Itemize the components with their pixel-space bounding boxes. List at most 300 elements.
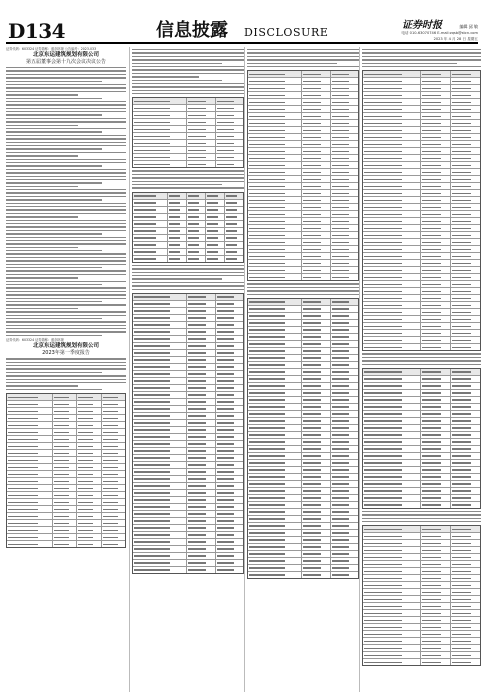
cell-text-placeholder: [217, 548, 235, 549]
table-cell: [301, 460, 330, 466]
cell-text-placeholder: [452, 284, 471, 285]
cell-text-placeholder: [54, 544, 69, 545]
table-row: [248, 333, 358, 340]
cell-text-placeholder: [364, 592, 402, 593]
cell-text-placeholder: [78, 530, 93, 531]
cell-text-placeholder: [332, 172, 350, 173]
table-cell: [450, 71, 480, 77]
cell-text-placeholder: [188, 408, 206, 409]
header-meta: [318, 24, 478, 42]
table-cell: [301, 362, 330, 368]
table-cell: [330, 85, 359, 91]
table-cell: [301, 260, 330, 266]
fine-print-line: [6, 379, 126, 380]
cell-text-placeholder: [422, 585, 441, 586]
cell-text-placeholder: [8, 432, 38, 433]
cell-text-placeholder: [422, 228, 441, 229]
table-cell: [101, 492, 125, 498]
table-cell: [330, 411, 359, 417]
table-cell: [215, 504, 244, 510]
table-cell: [133, 147, 186, 153]
table-cell: [450, 474, 480, 480]
table-cell: [301, 92, 330, 98]
table-cell: [330, 183, 359, 189]
cell-text-placeholder: [8, 509, 38, 510]
table-row: [248, 550, 358, 557]
table-cell: [363, 134, 420, 140]
table-cell: [420, 547, 450, 553]
fine-print-line: [132, 265, 244, 266]
cell-text-placeholder: [332, 427, 350, 428]
cell-text-placeholder: [452, 536, 471, 537]
cell-text-placeholder: [364, 263, 402, 264]
announcement-title-1: 第五届董事会第十九次会议决议公告: [25, 59, 106, 65]
table-cell: [420, 418, 450, 424]
table-row: [363, 532, 480, 539]
cell-text-placeholder: [364, 441, 402, 442]
cell-text-placeholder: [364, 655, 402, 656]
fine-print-line: [132, 187, 244, 188]
cell-text-placeholder: [103, 502, 118, 503]
fine-print-line: [6, 294, 126, 295]
table-row: [248, 210, 358, 217]
cell-text-placeholder: [188, 164, 206, 165]
table-cell: [420, 404, 450, 410]
table-cell: [330, 390, 359, 396]
table-cell: [186, 406, 215, 412]
table-cell: [248, 495, 301, 501]
table-cell: [186, 462, 215, 468]
cell-text-placeholder: [54, 509, 69, 510]
cell-text-placeholder: [452, 214, 471, 215]
table-row: [133, 447, 243, 454]
table-row: [248, 515, 358, 522]
table-cell: [101, 408, 125, 414]
cell-text-placeholder: [103, 495, 118, 496]
table-cell: [215, 434, 244, 440]
cell-text-placeholder: [452, 557, 471, 558]
table-cell: [363, 610, 420, 616]
table-cell: [301, 369, 330, 375]
cell-text-placeholder: [217, 331, 235, 332]
cell-text-placeholder: [332, 123, 350, 124]
table-cell: [301, 551, 330, 557]
table-cell: [420, 78, 450, 84]
table-cell: [363, 127, 420, 133]
fine-print-line: [362, 353, 481, 354]
table-cell: [248, 169, 301, 175]
table-cell: [301, 106, 330, 112]
table-cell: [450, 495, 480, 501]
table-cell: [420, 481, 450, 487]
cell-text-placeholder: [364, 333, 402, 334]
cell-text-placeholder: [249, 476, 285, 477]
table-cell: [301, 253, 330, 259]
table-cell: [363, 78, 420, 84]
table-cell: [450, 369, 480, 375]
table-cell: [248, 488, 301, 494]
table-row: [363, 375, 480, 382]
cell-text-placeholder: [188, 101, 206, 102]
table-row: [133, 524, 243, 531]
table-row: [363, 91, 480, 98]
table-cell: [450, 467, 480, 473]
cell-text-placeholder: [364, 462, 402, 463]
table-cell: [52, 471, 76, 477]
cell-text-placeholder: [134, 338, 170, 339]
table-row: [363, 252, 480, 259]
table-cell: [101, 478, 125, 484]
cell-text-placeholder: [422, 641, 441, 642]
table-cell: [133, 378, 186, 384]
table-cell: [76, 415, 100, 421]
cell-text-placeholder: [54, 467, 69, 468]
cell-text-placeholder: [303, 413, 321, 414]
table-cell: [363, 502, 420, 508]
cell-text-placeholder: [188, 296, 206, 297]
table-cell: [363, 274, 420, 280]
table-row: [248, 77, 358, 84]
cell-text-placeholder: [452, 648, 471, 649]
cell-text-placeholder: [364, 571, 402, 572]
cell-text-placeholder: [303, 137, 321, 138]
table-cell: [224, 207, 243, 213]
table-cell: [420, 467, 450, 473]
cell-text-placeholder: [303, 539, 321, 540]
table-cell: [450, 155, 480, 161]
table-cell: [450, 411, 480, 417]
table-cell: [420, 71, 450, 77]
fine-print-line: [132, 272, 244, 273]
cell-text-placeholder: [134, 352, 170, 353]
cell-text-placeholder: [332, 371, 350, 372]
cell-text-placeholder: [8, 446, 38, 447]
cell-text-placeholder: [332, 322, 350, 323]
table-cell: [215, 357, 244, 363]
cell-text-placeholder: [303, 546, 321, 547]
table-row: [248, 98, 358, 105]
cell-text-placeholder: [188, 569, 206, 570]
cell-text-placeholder: [169, 223, 180, 224]
table-cell: [215, 154, 244, 160]
cell-text-placeholder: [217, 415, 235, 416]
table-row: [248, 161, 358, 168]
fine-print-line: [362, 514, 481, 515]
table-cell: [330, 404, 359, 410]
table-cell: [420, 474, 450, 480]
cell-text-placeholder: [217, 310, 235, 311]
cell-text-placeholder: [169, 209, 180, 210]
fine-print-line: [6, 179, 126, 180]
table-row: [363, 203, 480, 210]
cell-text-placeholder: [422, 385, 441, 386]
table-cell: [52, 506, 76, 512]
cell-text-placeholder: [303, 249, 321, 250]
cell-text-placeholder: [364, 529, 402, 530]
table-cell: [330, 218, 359, 224]
table-cell: [420, 253, 450, 259]
table-row: [363, 417, 480, 424]
table-row: [363, 630, 480, 637]
table-cell: [363, 323, 420, 329]
table-row: [133, 517, 243, 524]
table-cell: [301, 176, 330, 182]
table-cell: [420, 162, 450, 168]
cell-text-placeholder: [332, 385, 350, 386]
table-row: [133, 412, 243, 419]
body-text-7: [247, 283, 359, 295]
table-cell: [215, 497, 244, 503]
cell-text-placeholder: [452, 434, 471, 435]
table-row: [7, 526, 125, 533]
table-cell: [301, 558, 330, 564]
fine-print-line: [6, 274, 126, 275]
table-cell: [7, 443, 52, 449]
cell-text-placeholder: [332, 81, 350, 82]
table-cell: [7, 541, 52, 547]
cell-text-placeholder: [169, 237, 180, 238]
table-cell: [363, 554, 420, 560]
cell-text-placeholder: [188, 157, 206, 158]
table-row: [363, 473, 480, 480]
table-cell: [76, 408, 100, 414]
table-cell: [301, 313, 330, 319]
cell-text-placeholder: [188, 555, 206, 556]
cell-text-placeholder: [364, 413, 402, 414]
body-text-5: [132, 265, 244, 290]
table-cell: [133, 214, 167, 220]
table-cell: [52, 513, 76, 519]
table-cell: [450, 309, 480, 315]
cell-text-placeholder: [303, 343, 321, 344]
table-cell: [186, 413, 215, 419]
table-cell: [76, 492, 100, 498]
table-cell: [363, 288, 420, 294]
cell-text-placeholder: [422, 109, 441, 110]
cell-text-placeholder: [134, 485, 170, 486]
table-row: [363, 231, 480, 238]
cell-text-placeholder: [422, 592, 441, 593]
cell-text-placeholder: [54, 481, 69, 482]
fine-print-line: [247, 66, 359, 67]
cell-text-placeholder: [188, 251, 199, 252]
cell-text-placeholder: [364, 434, 402, 435]
table-cell: [450, 432, 480, 438]
table-cell: [7, 415, 52, 421]
cell-text-placeholder: [78, 411, 93, 412]
cell-text-placeholder: [422, 420, 441, 421]
fine-print-line: [247, 287, 359, 288]
table-cell: [52, 485, 76, 491]
fine-print-line: [6, 172, 126, 173]
table-row: [363, 595, 480, 602]
cell-text-placeholder: [452, 151, 471, 152]
table-cell: [7, 436, 52, 442]
fine-print-line: [6, 94, 78, 95]
table-cell: [248, 348, 301, 354]
table-cell: [215, 336, 244, 342]
cell-text-placeholder: [249, 427, 285, 428]
table-cell: [186, 378, 215, 384]
table-cell: [363, 397, 420, 403]
cell-text-placeholder: [332, 200, 350, 201]
table-cell: [420, 369, 450, 375]
cell-text-placeholder: [134, 429, 170, 430]
table-cell: [420, 190, 450, 196]
table-cell: [363, 488, 420, 494]
table-cell: [186, 455, 215, 461]
cell-text-placeholder: [422, 371, 441, 372]
fine-print-line: [6, 192, 126, 193]
table-row: [133, 139, 243, 146]
table-cell: [301, 113, 330, 119]
table-cell: [205, 207, 224, 213]
table-row: [133, 153, 243, 160]
table-cell: [330, 190, 359, 196]
table-cell: [450, 540, 480, 546]
cell-text-placeholder: [422, 399, 441, 400]
fine-print-line: [6, 304, 126, 305]
table-cell: [330, 334, 359, 340]
fine-print-line: [132, 268, 244, 269]
table-row: [7, 512, 125, 519]
fine-print-line: [6, 98, 102, 99]
table-row: [248, 459, 358, 466]
cell-text-placeholder: [188, 429, 206, 430]
table-row: [248, 529, 358, 536]
table-cell: [450, 390, 480, 396]
cell-text-placeholder: [452, 655, 471, 656]
cell-text-placeholder: [8, 411, 38, 412]
table-cell: [186, 357, 215, 363]
cell-text-placeholder: [422, 102, 441, 103]
table-cell: [450, 253, 480, 259]
table-cell: [215, 315, 244, 321]
cell-text-placeholder: [303, 469, 321, 470]
table-cell: [248, 369, 301, 375]
body-text-6: [247, 49, 359, 67]
table-cell: [248, 565, 301, 571]
table-cell: [133, 301, 186, 307]
cell-text-placeholder: [364, 221, 402, 222]
fine-print-line: [6, 74, 126, 75]
table-cell: [363, 344, 420, 350]
table-cell: [167, 235, 186, 241]
cell-text-placeholder: [134, 216, 156, 217]
table-row: [7, 505, 125, 512]
table-cell: [248, 432, 301, 438]
table-cell: [215, 469, 244, 475]
cell-text-placeholder: [217, 436, 235, 437]
table-cell: [301, 383, 330, 389]
table-cell: [186, 469, 215, 475]
table-cell: [205, 214, 224, 220]
fine-print-line: [132, 289, 244, 290]
cell-text-placeholder: [452, 165, 471, 166]
company-name-2: 北京东运建筑规划有限公司: [32, 343, 99, 350]
fine-print-line: [6, 264, 126, 265]
table-cell: [133, 200, 167, 206]
cell-text-placeholder: [303, 448, 321, 449]
table-cell: [330, 369, 359, 375]
table-row: [248, 133, 358, 140]
table-cell: [301, 481, 330, 487]
table-cell: [186, 448, 215, 454]
cell-text-placeholder: [249, 308, 285, 309]
cell-text-placeholder: [188, 464, 206, 465]
table-cell: [450, 617, 480, 623]
fine-print-line: [132, 170, 244, 171]
table-cell: [133, 221, 167, 227]
cell-text-placeholder: [188, 506, 206, 507]
table-row: [363, 438, 480, 445]
table-cell: [301, 439, 330, 445]
cell-text-placeholder: [422, 235, 441, 236]
table-cell: [363, 176, 420, 182]
table-cell: [248, 183, 301, 189]
cell-text-placeholder: [134, 506, 170, 507]
table-cell: [450, 659, 480, 665]
table-cell: [363, 71, 420, 77]
fine-print-line: [6, 206, 126, 207]
cell-text-placeholder: [226, 237, 237, 238]
cell-text-placeholder: [188, 122, 206, 123]
table-cell: [301, 183, 330, 189]
cell-text-placeholder: [422, 378, 441, 379]
table-row: [133, 461, 243, 468]
cell-text-placeholder: [134, 555, 170, 556]
fine-print-line: [132, 93, 244, 94]
cell-text-placeholder: [452, 347, 471, 348]
table-cell: [133, 364, 186, 370]
table-cell: [52, 478, 76, 484]
cell-text-placeholder: [364, 130, 402, 131]
table-cell: [215, 161, 244, 167]
cell-text-placeholder: [249, 532, 285, 533]
table-row: [248, 140, 358, 147]
cell-text-placeholder: [364, 648, 402, 649]
cell-text-placeholder: [134, 209, 156, 210]
report-table-8: [362, 368, 481, 509]
cell-text-placeholder: [332, 532, 350, 533]
report-table-9: [362, 525, 481, 666]
table-row: [363, 494, 480, 501]
table-cell: [101, 485, 125, 491]
table-cell: [215, 427, 244, 433]
table-cell: [52, 394, 76, 400]
table-row: [133, 213, 243, 220]
fine-print-line: [247, 63, 337, 64]
cell-text-placeholder: [78, 474, 93, 475]
table-cell: [248, 127, 301, 133]
table-row: [248, 154, 358, 161]
cell-text-placeholder: [134, 366, 170, 367]
table-row: [363, 567, 480, 574]
cell-text-placeholder: [452, 662, 471, 663]
table-cell: [133, 392, 186, 398]
table-row: [363, 637, 480, 644]
table-cell: [301, 404, 330, 410]
cell-text-placeholder: [422, 634, 441, 635]
fine-print-line: [6, 358, 126, 359]
table-cell: [7, 394, 52, 400]
table-cell: [450, 246, 480, 252]
table-cell: [301, 516, 330, 522]
cell-text-placeholder: [422, 413, 441, 414]
table-row: [248, 189, 358, 196]
cell-text-placeholder: [103, 474, 118, 475]
cell-text-placeholder: [364, 200, 402, 201]
